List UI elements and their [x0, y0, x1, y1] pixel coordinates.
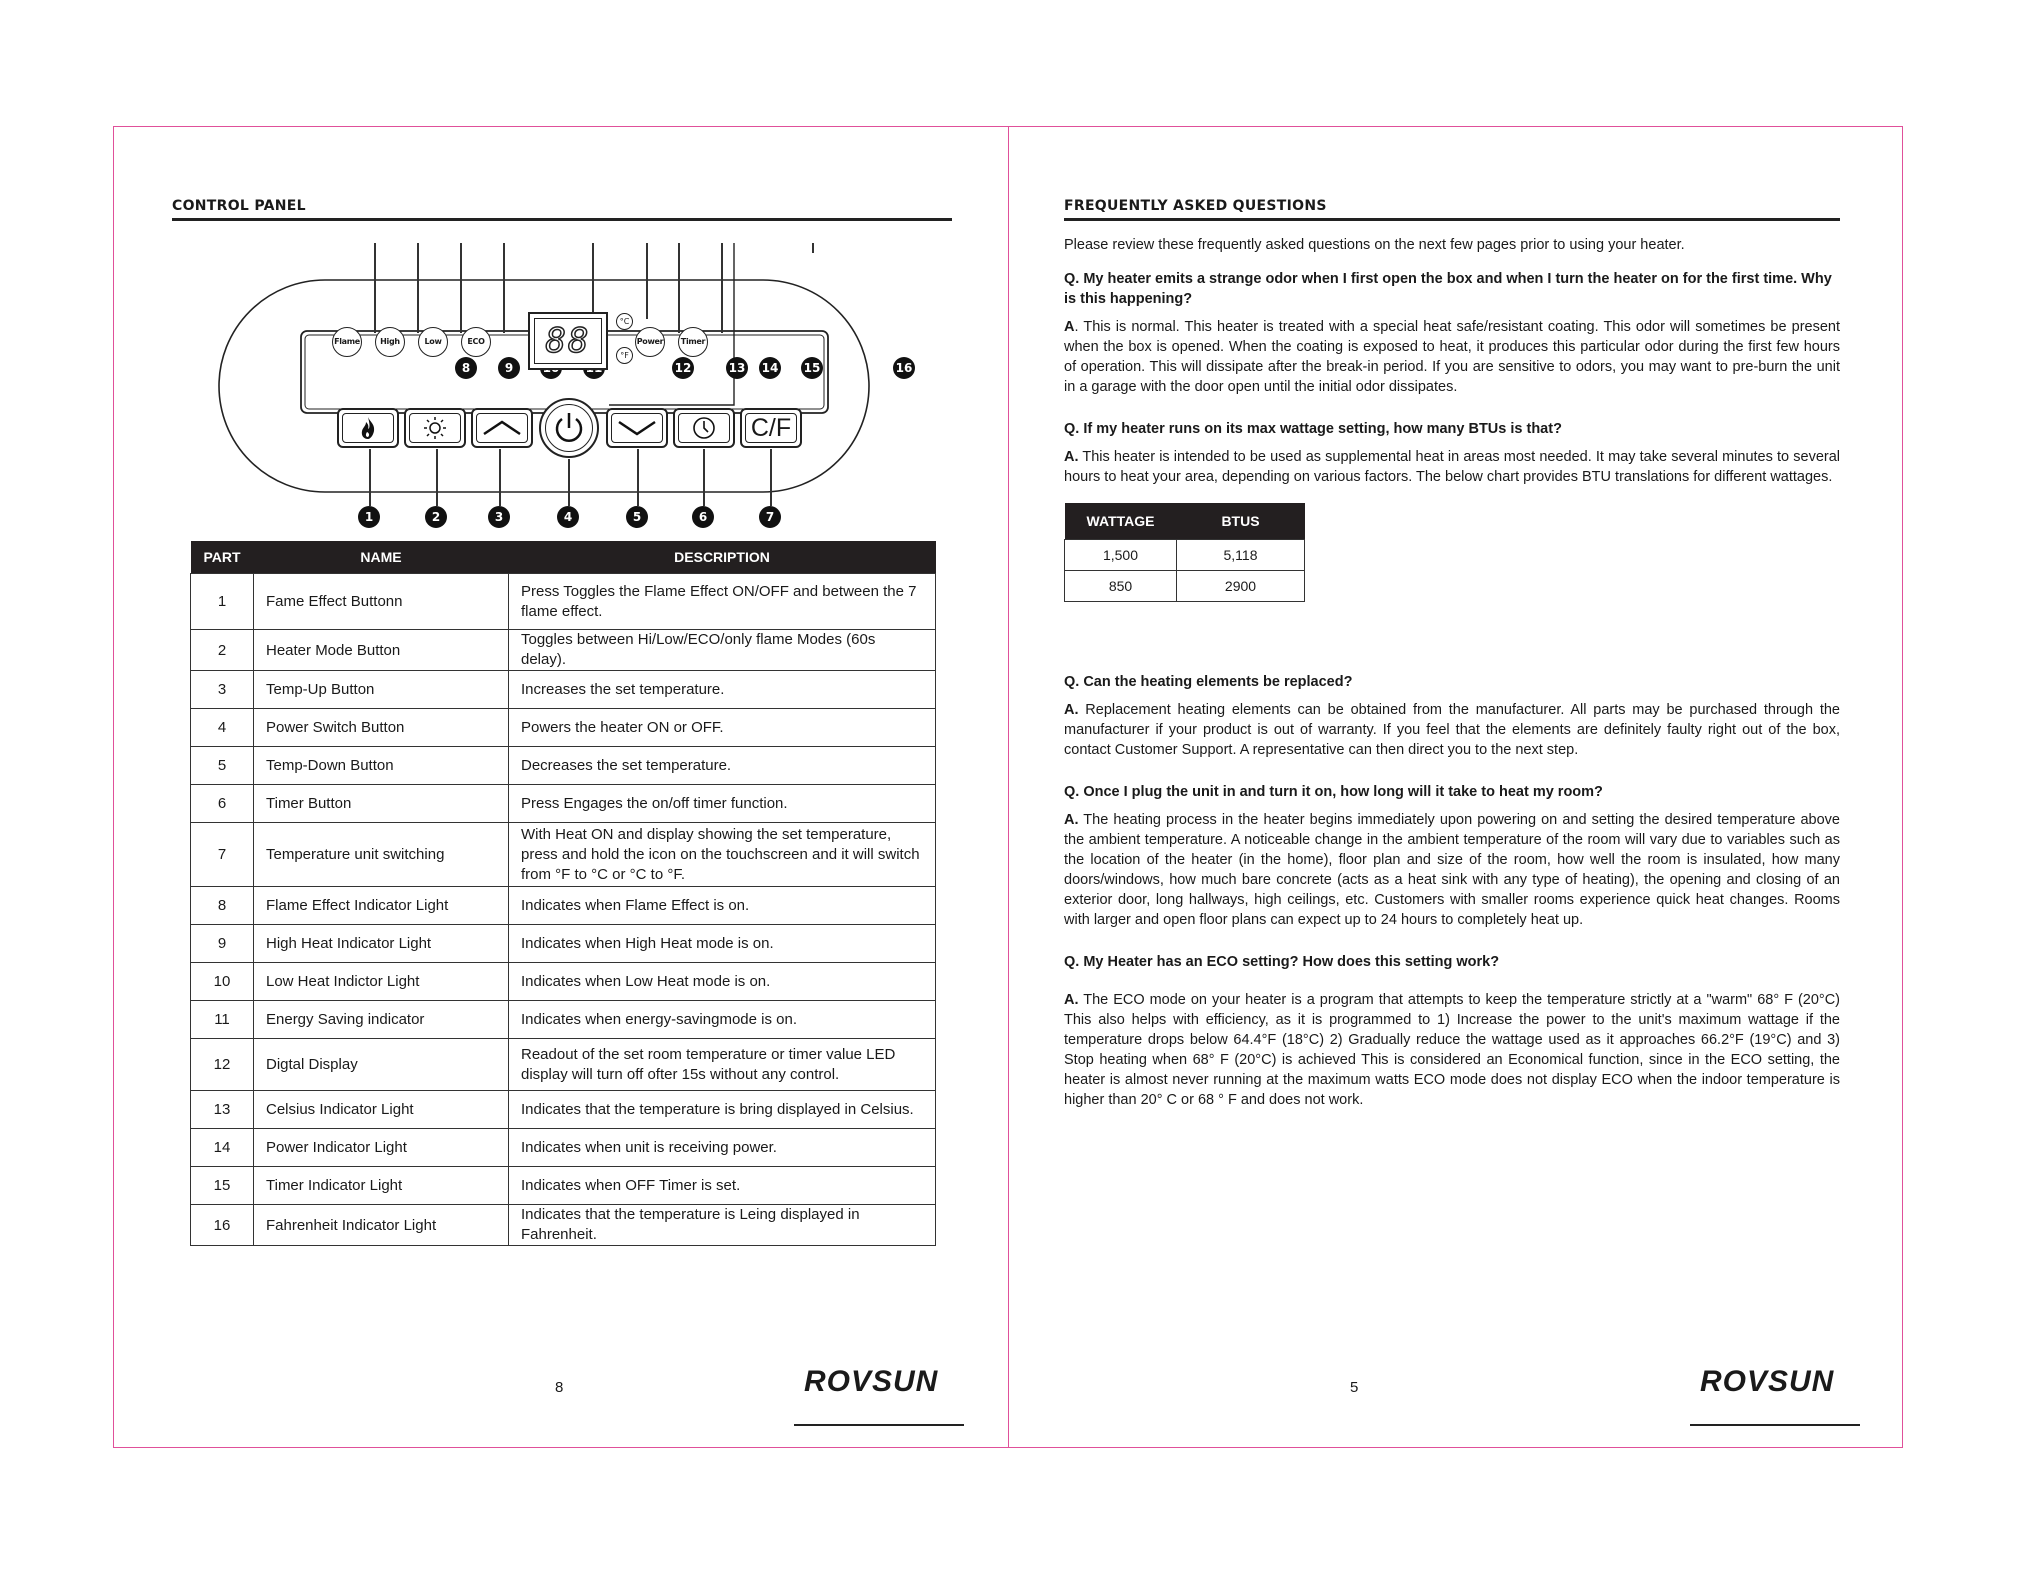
btu-cell: 2900	[1177, 571, 1305, 602]
btu-row	[1065, 571, 1305, 602]
name-cell: Timer Indicator Light	[254, 1167, 509, 1205]
name-cell: Low Heat Indictor Light	[254, 963, 509, 1001]
part-cell: 13	[191, 1091, 254, 1129]
left-page	[114, 127, 1008, 1447]
chevron-down-icon	[617, 419, 657, 437]
title-rule	[172, 218, 952, 221]
clock-icon	[692, 416, 716, 440]
table-row	[191, 1167, 936, 1205]
description-cell: With Heat ON and display showing the set temperature, press and hold the icon on the touchscreen and it will switch from °F to °C or °C to °F.	[509, 823, 936, 887]
brand-logo: ROVSUN	[1700, 1365, 1835, 1398]
name-cell: Temperature unit switching	[254, 823, 509, 887]
part-cell: 10	[191, 963, 254, 1001]
callout-7: 7	[759, 506, 781, 528]
parts-table-header	[191, 541, 936, 574]
table-row	[191, 887, 936, 925]
part-cell: 14	[191, 1129, 254, 1167]
leader-14	[678, 243, 680, 333]
callout-5: 5	[626, 506, 648, 528]
callout-8: 8	[455, 357, 477, 379]
name-cell: Fame Effect Buttonn	[254, 574, 509, 630]
description-cell: Press Toggles the Flame Effect ON/OFF and between the 7 flame effect.	[509, 574, 936, 630]
description-cell: Indicates that the temperature is Leing displayed in Fahrenheit.	[509, 1205, 936, 1246]
manual-spread	[113, 126, 1903, 1448]
chevron-up-icon	[482, 419, 522, 437]
description-cell: Press Engages the on/off timer function.	[509, 785, 936, 823]
description-cell: Indicates that the temperature is bring displayed in Celsius.	[509, 1091, 936, 1129]
control-panel-diagram	[204, 223, 913, 523]
faq-question-4: Q. Once I plug the unit in and turn it on, how long will it take to heat my room?	[1064, 784, 1603, 800]
table-row	[191, 574, 936, 630]
name-cell: Power Switch Button	[254, 709, 509, 747]
header-part: PART	[191, 541, 254, 574]
description-cell: Indicates when Low Heat mode is on.	[509, 963, 936, 1001]
name-cell: Temp-Down Button	[254, 747, 509, 785]
callout-13: 13	[726, 357, 748, 379]
name-cell: Energy Saving indicator	[254, 1001, 509, 1039]
faq-title-rule	[1064, 218, 1840, 221]
header-description: DESCRIPTION	[509, 541, 936, 574]
part-cell: 12	[191, 1039, 254, 1091]
part-cell: 9	[191, 925, 254, 963]
name-cell: Celsius Indicator Light	[254, 1091, 509, 1129]
btu-table	[1064, 503, 1305, 602]
callout-6: 6	[692, 506, 714, 528]
part-cell: 1	[191, 574, 254, 630]
high-indicator: High	[375, 327, 405, 357]
faq-content	[1064, 235, 1840, 1132]
btu-cell: 1,500	[1065, 540, 1177, 571]
table-row	[191, 785, 936, 823]
description-cell: Toggles between Hi/Low/ECO/only flame Modes (60s delay).	[509, 630, 936, 671]
faq-answer-2: A. This heater is intended to be used as supplemental heat in areas most needed. It may take several minutes to several hours to heat your area, depending on various factors. The below chart provides BTU translations for different wattages.	[1064, 449, 1840, 485]
part-cell: 3	[191, 671, 254, 709]
callout-3: 3	[488, 506, 510, 528]
name-cell: High Heat Indicator Light	[254, 925, 509, 963]
description-cell: Increases the set temperature.	[509, 671, 936, 709]
leader-3	[499, 449, 501, 506]
part-cell: 16	[191, 1205, 254, 1246]
parts-table-body	[191, 574, 936, 1246]
callout-16: 16	[893, 357, 915, 379]
logo-underline	[1690, 1424, 1860, 1426]
table-row	[191, 823, 936, 887]
page-number: 8	[555, 1379, 564, 1396]
page-number: 5	[1350, 1379, 1359, 1396]
timer-indicator: Timer	[678, 327, 708, 357]
description-cell: Indicates when Flame Effect is on.	[509, 887, 936, 925]
leader-9	[417, 243, 419, 333]
callout-9: 9	[498, 357, 520, 379]
faq-intro: Please review these frequently asked questions on the next few pages prior to using your heater.	[1064, 237, 1685, 253]
part-cell: 15	[191, 1167, 254, 1205]
cf-label: C/F	[750, 413, 792, 442]
part-cell: 4	[191, 709, 254, 747]
name-cell: Digtal Display	[254, 1039, 509, 1091]
page-divider	[1008, 127, 1009, 1447]
logo-underline	[794, 1424, 964, 1426]
callout-12: 12	[672, 357, 694, 379]
table-row	[191, 1205, 936, 1246]
faq-title: FREQUENTLY ASKED QUESTIONS	[1064, 198, 1327, 214]
callout-15: 15	[801, 357, 823, 379]
description-cell: Readout of the set room temperature or timer value LED display will turn off ofter 15s without any control.	[509, 1039, 936, 1091]
leader-8	[374, 243, 376, 333]
btu-cell: 5,118	[1177, 540, 1305, 571]
fahrenheit-indicator: °F	[616, 347, 633, 364]
callout-4: 4	[557, 506, 579, 528]
digital-display	[528, 312, 608, 370]
table-row	[191, 630, 936, 671]
description-cell: Powers the heater ON or OFF.	[509, 709, 936, 747]
faq-question-2: Q. If my heater runs on its max wattage setting, how many BTUs is that?	[1064, 421, 1562, 437]
table-row	[191, 1001, 936, 1039]
faq-answer-1: A. This is normal. This heater is treated with a special heat safe/resistant coating. This odor will sometimes be present when the box is opened. When the coating is exposed to heat, it produces this particular odor during the first few hours of operation. This will dissipate after the break-in period. If you are sensitive to odors, you may want to pre-burn the unit in a garage with the door open until the initial odor dissipates.	[1064, 319, 1840, 395]
leader-4	[568, 459, 570, 506]
description-cell: Indicates when OFF Timer is set.	[509, 1167, 936, 1205]
name-cell: Flame Effect Indicator Light	[254, 887, 509, 925]
leader-1	[369, 449, 371, 506]
callout-14: 14	[759, 357, 781, 379]
btu-header-wattage: WATTAGE	[1065, 503, 1177, 540]
temp-up-button[interactable]	[471, 408, 533, 448]
table-row	[191, 963, 936, 1001]
low-indicator: Low	[418, 327, 448, 357]
heater-mode-button[interactable]	[404, 408, 466, 448]
leader-11	[503, 243, 505, 333]
name-cell: Fahrenheit Indicator Light	[254, 1205, 509, 1246]
faq-question-3: Q. Can the heating elements be replaced?	[1064, 674, 1353, 690]
eco-indicator: ECO	[461, 327, 491, 357]
power-indicator: Power	[635, 327, 665, 357]
name-cell: Heater Mode Button	[254, 630, 509, 671]
part-cell: 2	[191, 630, 254, 671]
power-icon	[553, 411, 585, 445]
faq-question-1: Q. My heater emits a strange odor when I first open the box and when I turn the heater on for the first time. Why is this happening?	[1064, 271, 1832, 307]
faq-answer-3: A. Replacement heating elements can be obtained from the manufacturer. All parts may be purchased through the manufacturer if your product is out of warranty. If you feel that the elements are definitely faulty right out of the box, contact Customer Support. A representative can then direct you to the next step.	[1064, 702, 1840, 758]
name-cell: Timer Button	[254, 785, 509, 823]
leader-6	[703, 449, 705, 506]
btu-header-btus: BTUS	[1177, 503, 1305, 540]
callout-2: 2	[425, 506, 447, 528]
description-cell: Decreases the set temperature.	[509, 747, 936, 785]
part-cell: 5	[191, 747, 254, 785]
brand-logo: ROVSUN	[804, 1365, 939, 1398]
parts-table	[190, 541, 936, 1246]
flame-effect-button[interactable]	[337, 408, 399, 448]
header-name: NAME	[254, 541, 509, 574]
flame-icon	[357, 416, 379, 440]
table-row	[191, 1039, 936, 1091]
table-row	[191, 1129, 936, 1167]
btu-row	[1065, 540, 1305, 571]
part-cell: 8	[191, 887, 254, 925]
faq-answer-4: A. The heating process in the heater begins immediately upon powering on and setting the desired temperature above the ambient temperature. A noticeable change in the ambient temperature of the room will vary due to variables such as the location of the heater (in the home), floor plan and size of the room, how well the room is insulated, how many doors/windows, how much bare concrete (acts as a heat sink with any type of heating), the opening and closing of an exterior door, long hallways, high ceilings, etc. Customers with smaller rooms experience quick heat changes. Rooms with larger and open floor plans can expect up to 24 hours to completely heat up.	[1064, 812, 1840, 928]
control-panel-title: CONTROL PANEL	[172, 198, 306, 214]
part-cell: 6	[191, 785, 254, 823]
timer-button[interactable]	[673, 408, 735, 448]
leader-7	[770, 449, 772, 506]
celsius-indicator: °C	[616, 313, 633, 330]
part-cell: 7	[191, 823, 254, 887]
btu-cell: 850	[1065, 571, 1177, 602]
display-readout: 88	[534, 318, 602, 364]
faq-answer-5: A. The ECO mode on your heater is a program that attempts to keep the temperature strictly at a "warm" 68° F (20°C) This also helps with efficiency, as it is programmed to 1) Increase the power to the unit's maximum wattage if the temperature drops below 64.4°F (18°C) 2) Gradually reduce the wattage used as it approaches 66.2°F (19°C) and 3) Stop heating when 68° F (20°C) is achieved This is considered an Economical function, since in the ECO setting, the heater is almost never running at the maximum watts ECO mode does not display ECO when the indoor temperature is higher than 20° C or 68 ° F and does not work.	[1064, 992, 1840, 1108]
table-row	[191, 747, 936, 785]
temp-down-button[interactable]	[606, 408, 668, 448]
description-cell: Indicates when High Heat mode is on.	[509, 925, 936, 963]
leader-16	[812, 243, 814, 253]
leader-5	[637, 449, 639, 506]
flame-indicator: Flame	[332, 327, 362, 357]
power-switch-button[interactable]	[539, 398, 599, 458]
description-cell: Indicates when energy-savingmode is on.	[509, 1001, 936, 1039]
description-cell: Indicates when unit is receiving power.	[509, 1129, 936, 1167]
table-row	[191, 671, 936, 709]
leader-2	[436, 449, 438, 506]
callout-1: 1	[358, 506, 380, 528]
temperature-unit-button[interactable]	[740, 408, 802, 448]
sun-icon	[423, 416, 447, 440]
leader-10	[460, 243, 462, 333]
leader-15	[721, 243, 723, 333]
table-row	[191, 925, 936, 963]
table-row	[191, 1091, 936, 1129]
part-cell: 11	[191, 1001, 254, 1039]
name-cell: Power Indicator Light	[254, 1129, 509, 1167]
right-page	[1010, 127, 1902, 1447]
faq-question-5: Q. My Heater has an ECO setting? How does this setting work?	[1064, 954, 1500, 970]
name-cell: Temp-Up Button	[254, 671, 509, 709]
leader-13	[646, 243, 648, 319]
table-row	[191, 709, 936, 747]
